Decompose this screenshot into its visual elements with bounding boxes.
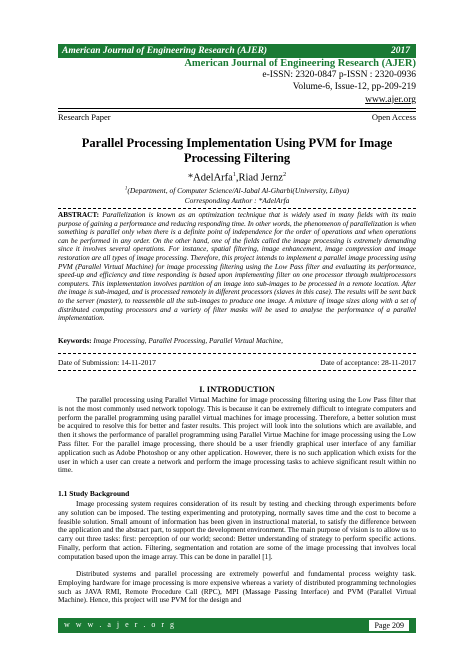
background-paragraph: Image processing system requires consideration of its result by testing and checking through experiments before any solution can be imposed. The testing experimenting and prototyping, normally saves time and the cost to become a feasible solution. Small amount of information has been given in instructional material, to satisfy the difference between the application and the abstract part, to support the development environment. The main purpose of vision is to allow us to carry out three tasks: first: perception of our world; second: Better understanding of strategy to perform specific actions. Finally, perform that action. Filtering, segmentation and rotation are some of the image processing that involves local computation based upon the image array. This can be done in parallel [1]. [58, 499, 416, 561]
paper-type: Research Paper [58, 112, 111, 122]
volume-line: Volume-6, Issue-12, pp-209-219 [292, 82, 416, 92]
publication-year: 2017 [391, 46, 410, 56]
affiliation-sup: 1 [124, 186, 128, 192]
keywords [58, 337, 416, 345]
separator-top [58, 208, 416, 209]
footer-url[interactable]: w w w . a j e r . o r g [64, 620, 176, 629]
affiliation [58, 186, 416, 195]
keywords-label: Keywords: [58, 337, 92, 345]
author-2-sup: 2 [283, 172, 287, 178]
corresponding-author: Corresponding Author : *AdelArfa [184, 196, 290, 205]
author-1-sup: 1 [232, 172, 236, 178]
keywords-text: Image Processing, Parallel Processing, Parallel Virtual Machine, [91, 337, 283, 345]
separator-mid [58, 353, 416, 354]
section-heading-introduction: I. INTRODUCTION [199, 384, 275, 394]
affiliation-text: (Department, of Computer Science/Al-Jabal Al-Gharbi(University, Libya) [127, 186, 350, 195]
open-access-label: Open Access [371, 112, 416, 122]
submission-date: Date of Submission: 14-11-2017 [58, 358, 156, 367]
abstract [58, 211, 416, 323]
paper-title: Parallel Processing Implementation Using PVM for Image Processing Filtering [81, 136, 393, 165]
separator-bottom [58, 370, 416, 371]
authors-line [58, 172, 416, 184]
journal-url-wrap [58, 95, 416, 106]
acceptance-date: Date of acceptance: 28-11-2017 [320, 358, 416, 367]
subsection-heading: 1.1 Study Background [58, 489, 130, 498]
abstract-text: Parallelization is known as an optimization technique that is widely used in many fields with its main purpose of gaining a performance and reducing responding time. In other words, the phenomenon of parallelization is when something is parallel only when there is a definite point of independence for the order of operations and when operations can be performed in any order. On the other hand, one of the fields called the image processing is extremely demanding since it involves several operations. For instance, spatial filtering, image enhancement, image compression and image restoration are all types of image processing. Therefore, this project intends to implement a parallel image processing using PVM (Parallel Virtual Machine) for image processing filtering using the Low Pass filter and evaluating its performance, speed-up and efficiency and time responding is based upon implementing filter on one processor through multiprocessors computers. This implementation involves partition of an image into sub-images to be processed in a remote location. After the image is sub-imaged, and is processed remotely in different processors (slaves in this case). The results will be sent back to the server (master), to reassemble all the sub-images to produce one image. A mixture of image sizes along with a set of distributed computing processors and a variety of filter masks will be used to analyse the performance of a parallel implementation. [58, 211, 416, 323]
author-2: ,Riad Jernz [235, 172, 284, 184]
journal-url[interactable]: www.ajer.org [365, 95, 416, 105]
journal-header-bar [58, 44, 416, 58]
issn-line: e-ISSN: 2320-0847 p-ISSN : 2320-0936 [262, 70, 416, 80]
author-1: *AdelArfa [187, 172, 233, 184]
intro-paragraph: The parallel processing using Parallel Virtual Machine for image processing filtering using the Low Pass filter that is not the most commonly used network topology. This is because it can be extremely difficult to integrate computers and perform the parallel programming using parallel virtual machines for image processing. Therefore, a better solution must be acquired to resolve this for better and faster results. This project will look into the solutions which are available, and then it shows the performance of parallel programming using Parallel Virtue Machine for image processing using the Low Pass filter. For the parallel image processing, there should be a user friendly graphical user interface of any familiar application such as Adobe Photoshop or any other application. However, there is no such application which exists for the user in which a user can create a network and perform the image processing tasks to achieve significant result within no time. [58, 395, 416, 475]
dates-line [58, 358, 416, 367]
page-number: Page 209 [368, 619, 410, 632]
journal-title: American Journal of Engineering Research (AJER) [184, 58, 416, 69]
journal-name: American Journal of Engineering Research (AJER) [62, 46, 268, 56]
abstract-label: ABSTRACT: [58, 211, 100, 219]
distributed-paragraph: Distributed systems and parallel processing are extremely powerful and fundamental process weighty task. Employing hardware for image processing is more expensive whereas a variety of distributed programming technologies such as JAVA RMI, Remote Procedure Call (RPC), MPI (Massage Passing Interface) and PVM (Parallel Virtual Machine). Hence, this project will use PVM for the design and [58, 569, 416, 605]
header-rule [58, 108, 416, 109]
page-footer [58, 618, 416, 633]
